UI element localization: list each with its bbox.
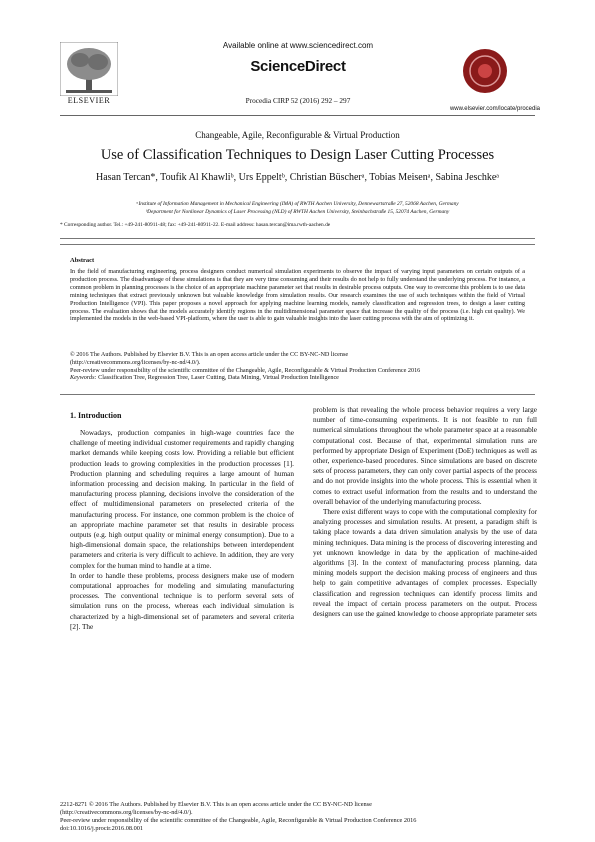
affiliations xyxy=(60,200,535,216)
abstract-body: In the field of manufacturing engineering, process designers conduct numerical simulation experiments to observe the impact of varying input parameters on certain outputs of a production process. The disadvantage of these simulations is that they are very time consuming and their results do not help to fully understand the underlying process. For instance, a common problem in planning processes is the choice of an appropriate machine parameter set that results in desirable process outputs. One way to overcome this problem is to use data mining techniques that extract previously unknown but valuable knowledge from simulation results. Our research examines the use of such techniques within the field of Virtual Production Intelligence (VPI). This paper proposes a novel approach for applying machine learning models, namely classification and regression trees, to design a laser cutting process. The evaluation shows that the models accurately identify regions in the multidimensional parameter space that increase the quality of the process (i.e. high cut quality). We implemented the models in the web-based VPI-platform, where the user is able to gain valuable insights into the laser cutting process with the aim of optimizing it. xyxy=(70,268,525,323)
cirp-logo xyxy=(462,48,508,94)
page-footer xyxy=(60,801,535,833)
divider xyxy=(60,238,535,239)
affiliation-b: ᵇDepartment for Nonlinear Dynamics of Laser Processing (NLD) of RWTH Aachen University, Steinbachstraße 15, 52074 Aachen, Germany xyxy=(145,209,450,215)
copyright-line: © 2016 The Authors. Published by Elsevier B.V. This is an open access article under the CC BY-NC-ND license xyxy=(70,351,349,358)
affiliation-a: ᵃInstitute of Information Management in Mechanical Engineering (IMA) of RWTH Aachen University, Dennewartstraße 27, 52068 Aachen, Germany xyxy=(136,201,459,207)
author-list: Hasan Tercan*, Toufik Al Khawliᵇ, Urs Eppeltᵇ, Christian Büscherᵃ, Tobias Meisenᵃ, Sabina Jeschkeᵃ xyxy=(95,172,500,183)
paragraph: There exist different ways to cope with the computational complexity for analyzing processes and simulation results. At present, a paradigm shift is taking place towards a data driven simulation analysis by the use of data mining techniques. Data mining is the process of discovering interesting and yet unknown knowledge in data by the application of machine-aided algorithms [3]. In the context of manufacturing process planning, data mining models support the decision making process of engineers and thus help to gain competitive advantages of complex processes. Especially classification and regression techniques can identify process limits and reveal the impact of certain process parameters on the output. Process designers can use the gained knowledge to choose appropriate parameter sets xyxy=(313,508,537,619)
keywords: Classification Tree, Regression Tree, Laser Cutting, Data Mining, Virtual Production Intelligence xyxy=(98,374,339,382)
license-link[interactable]: (http://creativecommons.org/licenses/by-nc-nd/4.0/). xyxy=(70,358,201,366)
keywords-label: Keywords: xyxy=(70,374,97,382)
right-column xyxy=(313,405,537,619)
paper-title: Use of Classification Techniques to Design Laser Cutting Processes xyxy=(100,147,495,163)
section-heading: 1. Introduction xyxy=(70,411,122,420)
divider xyxy=(60,244,535,245)
paragraph: In order to handle these problems, process designers make use of modern computational approaches for modeling and simulating manufacturing processes. The conventional technique is to perform several sets of simulation runs on the process, whereas each individual simulation is characterized by a high-dimensional set of parameters and several criteria [2]. The xyxy=(70,571,294,631)
journal-reference: Procedia CIRP 52 (2016) 292 – 297 xyxy=(245,96,351,105)
sciencedirect-brand: ScienceDirect xyxy=(250,58,346,75)
available-online-text: Available online at www.sciencedirect.com xyxy=(222,41,374,50)
corresponding-author: * Corresponding author. Tel.: +49-241-80911-48; fax: +49-241-80911-22. E-mail address: hasan.tercan@ima.rwth-aachen.de xyxy=(60,222,331,228)
footer-license-link[interactable]: (http://creativecommons.org/licenses/by-nc-nd/4.0/). xyxy=(60,809,193,816)
abstract-meta xyxy=(70,351,525,382)
paragraph: Nowadays, production companies in high-wage countries face the challenge of meeting individual customer requirements and rapidly changing market demands while keeping costs low. Providing a reliable but efficient production leads to growing complexities in the production processes [1]. Production planning and scheduling requires a large amount of human information processing and decision making. In particular in the field of manufacturing process planning, decisions involve the consideration of the effect of multidimensional parameters on preselected criteria of the manufacturing process. For instance, one common problem is the choice of an appropriate machine parameter set that results in desirable process outputs (e.g. high output quality or minimal energy consumption). Due to a high-dimensional domain space, the relationships between interdependent parameters and criteria is very difficult to achieve. In addition, they are very complex for the human mind to handle at a time. xyxy=(70,429,294,570)
doi[interactable]: doi:10.1016/j.procir.2016.08.001 xyxy=(60,825,144,832)
abstract-heading: Abstract xyxy=(70,257,95,264)
keywords-line xyxy=(70,374,525,382)
footer-peer-review: Peer-review under responsibility of the scientific committee of the Changeable, Agile, Reconfigurable & Virtual Production Conference 2016 xyxy=(60,817,417,824)
elsevier-label: ELSEVIER xyxy=(67,96,111,105)
header-divider xyxy=(60,115,535,116)
divider xyxy=(60,394,535,395)
paragraph: problem is that revealing the whole process behavior requires a very large number of time-consuming experiments. It is not feasible to run full numerical simulations throughout the whole parameter space at a reasonable computational cost. Because of that, experimental simulation runs are performed by appropriate Design of Experiment (DoE) techniques as well as other, experience-based procedures. Since simulations are based on discrete sets of process parameters, they can only cover partial aspects of the process and do not provide insights into the whole process. This is essential when it comes to extract useful information from the results and to understand the overall behavior of the underlying manufacturing process. xyxy=(313,406,537,506)
conference-name: Changeable, Agile, Reconfigurable & Virtual Production xyxy=(195,130,400,140)
peer-review-line: Peer-review under responsibility of the scientific committee of the Changeable, Agile, Reconfigurable & Virtual Production Conference 2016 xyxy=(70,366,421,374)
issn-line: 2212-8271 © 2016 The Authors. Published by Elsevier B.V. This is an open access article under the CC BY-NC-ND license xyxy=(60,801,372,808)
journal-url[interactable]: www.elsevier.com/locate/procedia xyxy=(449,106,540,112)
left-column xyxy=(70,428,294,632)
